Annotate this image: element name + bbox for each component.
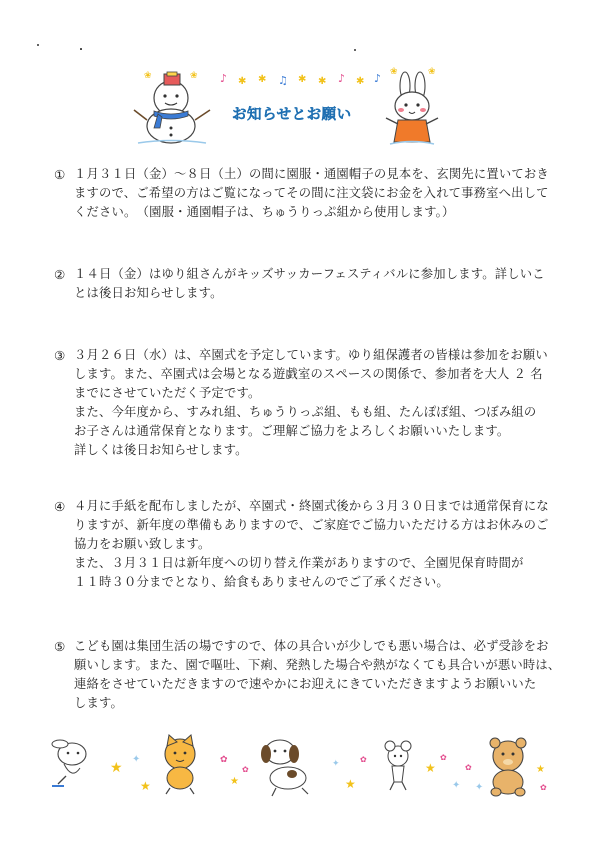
notice-line: １１時３０分までとなり、給食もありませんのでご了承ください。: [74, 575, 449, 589]
svg-text:♪: ♪: [338, 72, 346, 85]
bear-illustration: [490, 738, 526, 796]
svg-text:✦: ✦: [132, 754, 141, 765]
notice-text: [74, 265, 572, 303]
notice-line: ４月に手紙を配布しましたが、卒園式・終園式後から３月３０日までは通常保育にな: [74, 499, 549, 513]
svg-text:❀: ❀: [390, 67, 398, 77]
svg-text:♪: ♪: [374, 72, 382, 85]
svg-text:❀: ❀: [190, 71, 198, 81]
notice-number: ③: [54, 348, 66, 363]
svg-text:✦: ✦: [452, 780, 461, 791]
notice-text: [74, 637, 572, 713]
notice-line: １月３１日（金）～８日（土）の間に園服・通園帽子の見本を、玄関先に置いておき: [74, 167, 549, 181]
notice-number: ④: [54, 499, 66, 514]
notice-text: [74, 165, 572, 222]
svg-text:✱: ✱: [318, 76, 327, 87]
svg-text:★: ★: [536, 764, 545, 775]
svg-text:✱: ✱: [238, 76, 247, 87]
svg-text:✦: ✦: [475, 782, 484, 793]
svg-text:★: ★: [425, 761, 436, 775]
notice-line: 協力をお願い致します。: [74, 537, 211, 551]
banner-decorations: [144, 67, 436, 87]
mouse-illustration: [385, 741, 411, 790]
svg-text:♪: ♪: [220, 72, 228, 85]
svg-text:✱: ✱: [356, 76, 365, 87]
svg-text:✿: ✿: [465, 763, 472, 772]
notice-text: [74, 497, 572, 592]
svg-text:♫: ♫: [278, 74, 288, 87]
svg-text:✱: ✱: [298, 74, 307, 85]
svg-text:★: ★: [230, 776, 239, 787]
svg-text:✱: ✱: [258, 74, 267, 85]
svg-text:✿: ✿: [220, 755, 228, 765]
notice-line: １４日（金）はゆり組さんがキッズサッカーフェスティバルに参加します。詳しいこ: [74, 267, 545, 281]
snowman-illustration: [134, 72, 210, 143]
scan-speck: [354, 49, 356, 51]
notice-line: します。また、卒園式は会場となる遊戯室のスペースの関係で、参加者を大人 ２ 名: [74, 367, 543, 381]
svg-text:★: ★: [110, 760, 123, 776]
svg-text:✿: ✿: [242, 765, 249, 774]
notice-line: りますが、新年度の準備もありますので、ご家庭でご協力いただける方はお休みのご: [74, 518, 549, 532]
svg-text:✦: ✦: [332, 759, 340, 769]
notice-line: します。: [74, 696, 124, 710]
svg-text:★: ★: [140, 779, 151, 793]
scan-speck: [37, 44, 39, 46]
notice-line: 詳しくは後日お知らせします。: [74, 443, 248, 457]
puppy-illustration: [261, 740, 308, 796]
svg-text:✿: ✿: [360, 755, 367, 764]
scan-speck: [80, 48, 82, 50]
page-title: お知らせとお願い: [232, 107, 352, 123]
svg-text:✿: ✿: [440, 753, 447, 762]
svg-text:★: ★: [345, 777, 356, 791]
notice-text: [74, 346, 572, 460]
notice-line: とは後日お知らせします。: [74, 286, 223, 300]
svg-text:✿: ✿: [540, 783, 547, 792]
footer-animal-border: [40, 732, 560, 802]
notice-line: また、今年度から、すみれ組、ちゅうりっぷ組、もも組、たんぽぽ組、つぼみ組の: [74, 405, 537, 419]
svg-text:❀: ❀: [144, 71, 152, 81]
notice-line: ３月２６日（水）は、卒園式を予定しています。ゆり組保護者の皆様は参加をお願い: [74, 348, 548, 362]
notice-line: までにさせていただく予定です。: [74, 386, 261, 400]
notice-number: ①: [54, 167, 66, 182]
cat-illustration: [165, 735, 195, 794]
notice-line: こども園は集団生活の場ですので、体の具合いが少しでも悪い場合は、必ず受診をお: [74, 639, 549, 653]
notice-line: お子さんは通常保育となります。ご理解ご協力をよろしくお願いいたします。: [74, 424, 510, 438]
svg-text:❀: ❀: [428, 67, 436, 77]
skating-bunny-illustration: [52, 740, 86, 786]
notice-number: ②: [54, 267, 66, 282]
notice-line: ますので、ご希望の方はご覧になってその間に注文袋にお金を入れて事務室へ出して: [74, 186, 549, 200]
notice-line: ください。 （園服・通園帽子は、ちゅうりっぷ組から使用します。）: [74, 205, 455, 219]
notice-line: 願いします。また、園で嘔吐、下痢、発熱した場合や熱がなくても具合いが悪い時は、: [74, 658, 561, 672]
notice-number: ⑤: [54, 639, 66, 654]
notice-line: 連絡をさせていただきますので速やかにお迎えにきていただきますようお願いいた: [74, 677, 537, 691]
notice-line: また、３月３１日は新年度への切り替え作業がありますので、全園児保育時間が: [74, 556, 524, 570]
bunny-illustration: [386, 72, 438, 144]
